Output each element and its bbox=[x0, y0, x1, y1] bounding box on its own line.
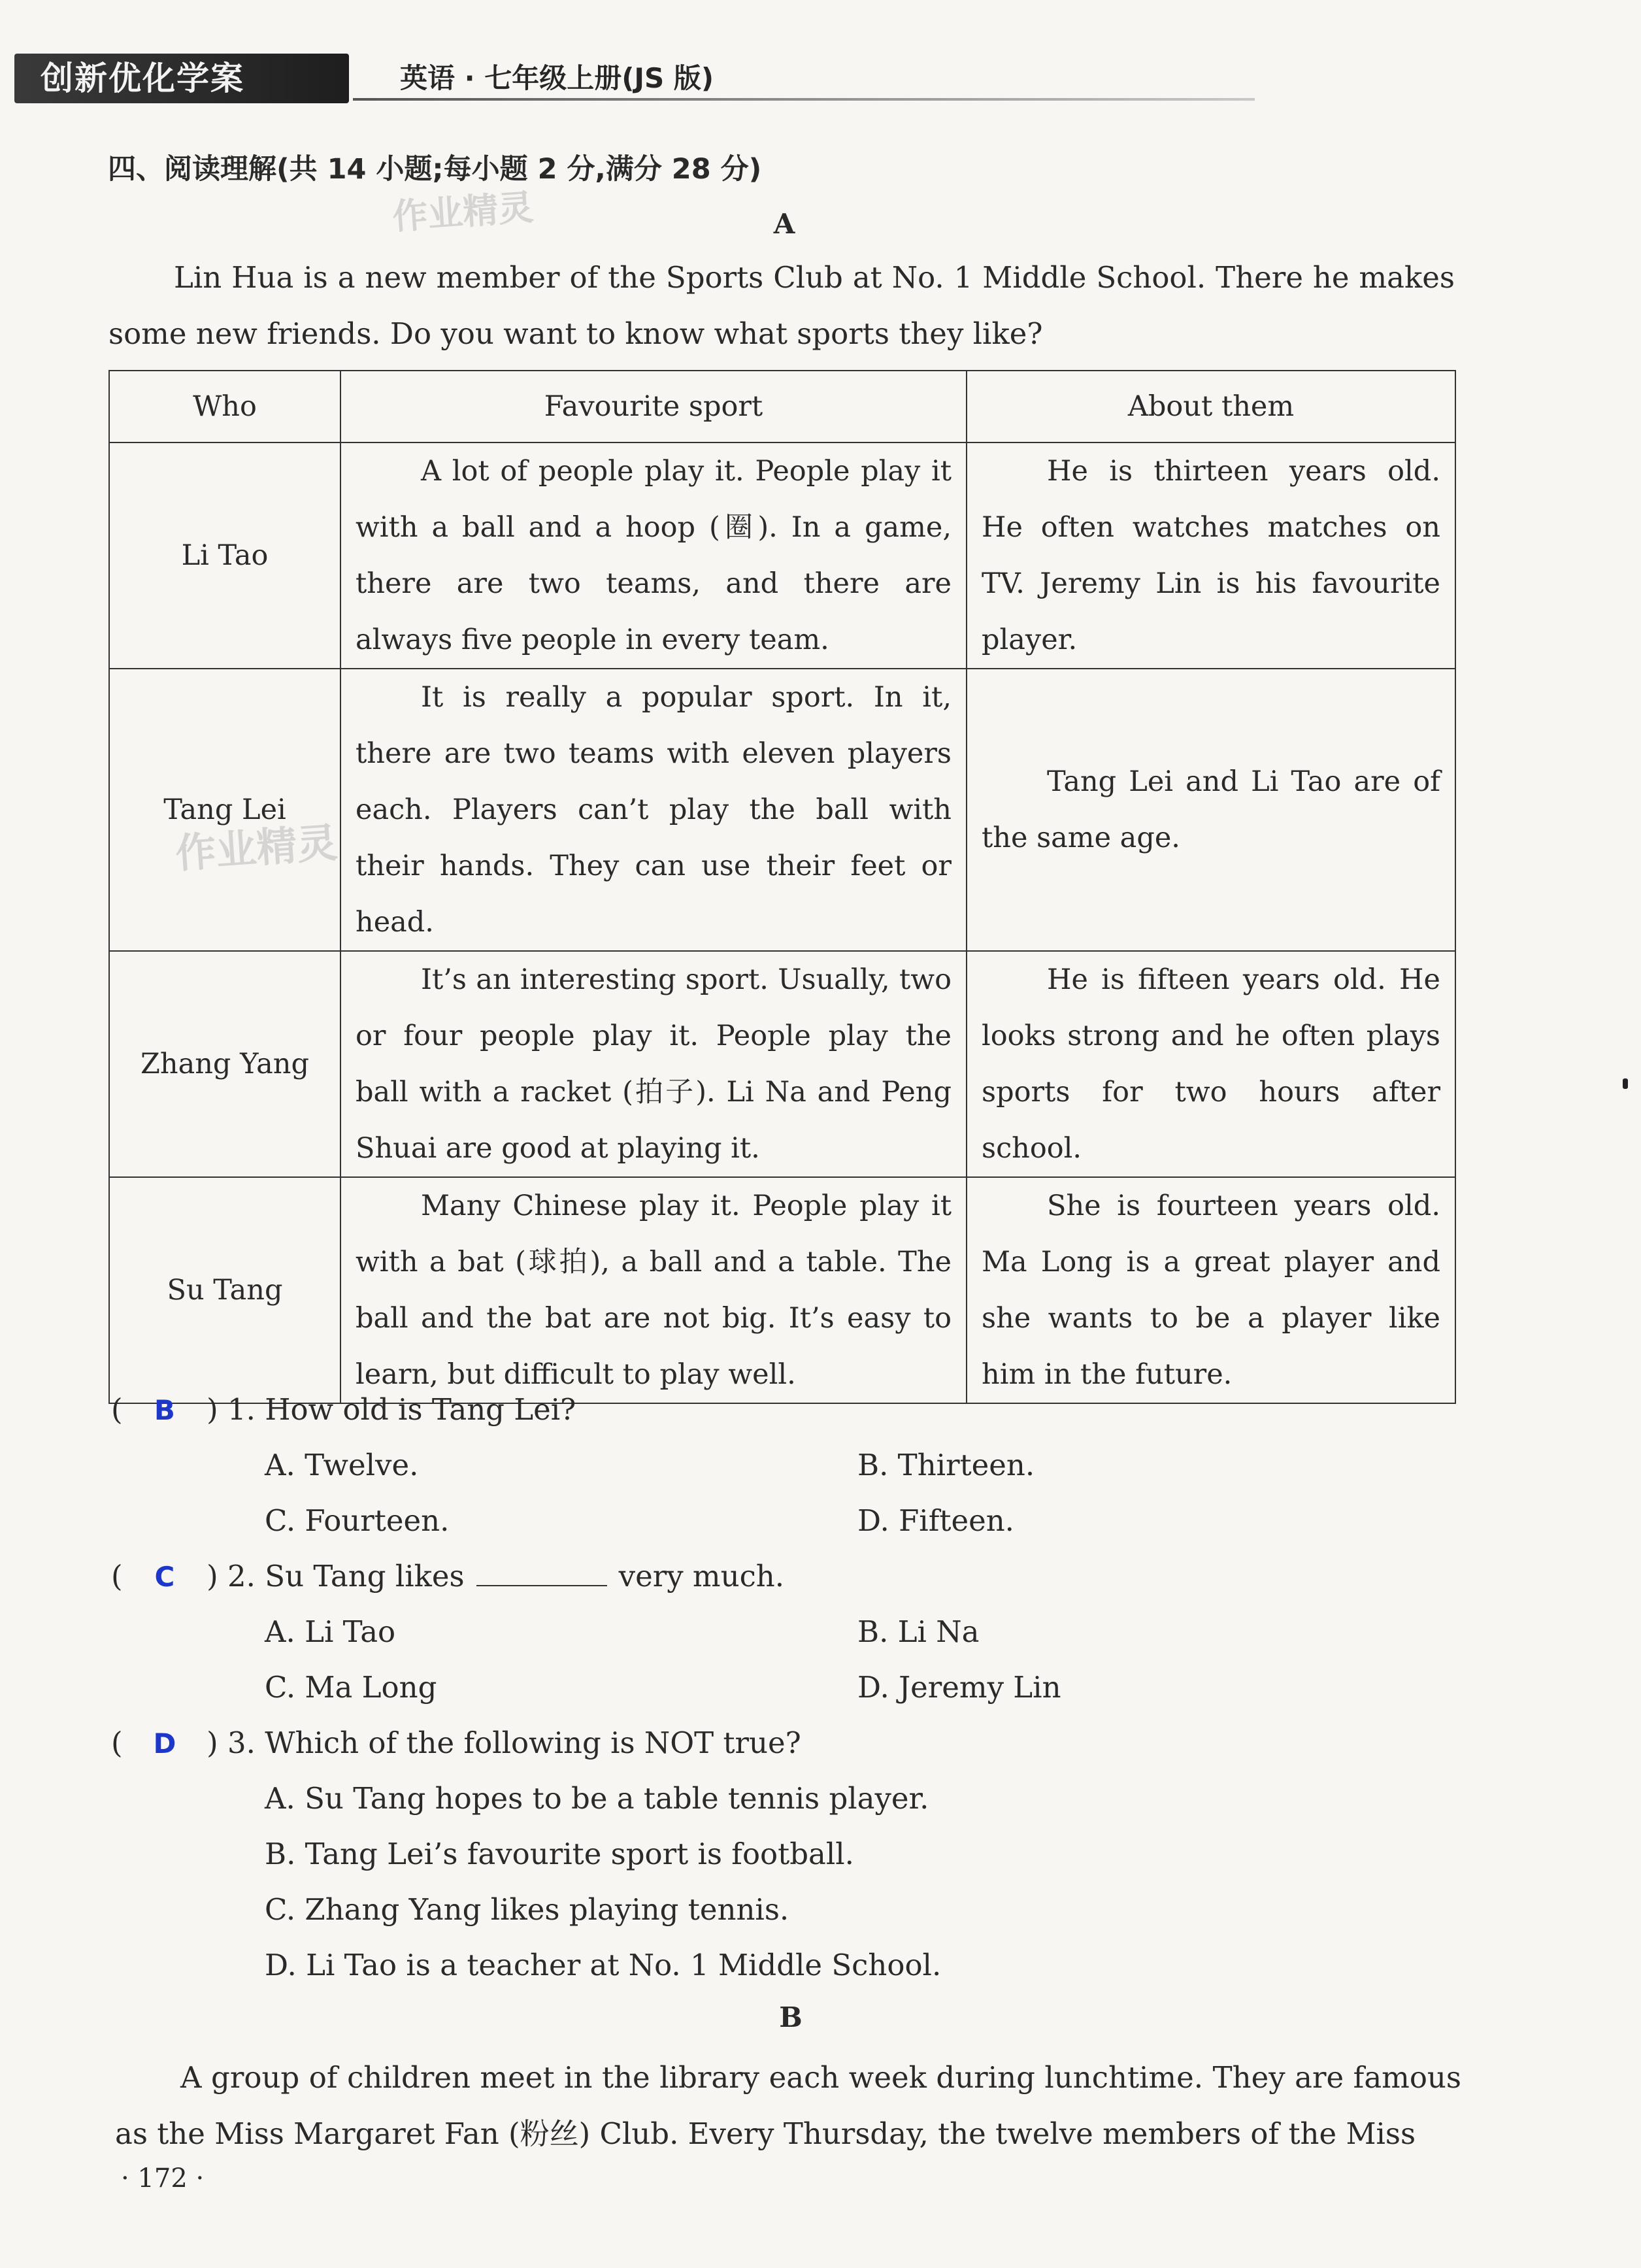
answer-3: D bbox=[153, 1727, 176, 1759]
row-name: Zhang Yang bbox=[109, 951, 340, 1177]
passage-a-label: A bbox=[773, 208, 795, 240]
page-number: · 172 · bbox=[121, 2163, 205, 2193]
passage-a-intro-text: Lin Hua is a new member of the Sports Club at No. 1 Middle School. There he makes some new friends. Do you want to know what sports they like? bbox=[108, 260, 1455, 351]
watermark: 作业精灵 bbox=[174, 818, 339, 878]
row-sport: Many Chinese play it. People play it with a bat (球拍), a ball and a table. The ball and the bat are not big. It’s easy to learn, but difficult to play well. bbox=[340, 1177, 967, 1403]
option: D. Jeremy Lin bbox=[857, 1670, 1061, 1705]
section-title: 四、阅读理解(共 14 小题;每小题 2 分,满分 28 分) bbox=[108, 153, 762, 186]
question-number: 1. bbox=[227, 1392, 256, 1427]
row-about: He is fifteen years old. He looks strong and he often plays sports for two hours after school. bbox=[967, 951, 1455, 1177]
passage-b-label: B bbox=[779, 2001, 803, 2033]
answer-1: B bbox=[154, 1394, 175, 1426]
brand-banner bbox=[14, 54, 349, 103]
table-row bbox=[109, 442, 1455, 669]
option: D. Fifteen. bbox=[857, 1503, 1014, 1538]
row-about: Tang Lei and Li Tao are of the same age. bbox=[967, 669, 1455, 951]
option: B. Li Na bbox=[857, 1614, 980, 1649]
option: C. Ma Long bbox=[265, 1670, 437, 1705]
option: A. Su Tang hopes to be a table tennis player. bbox=[265, 1781, 929, 1816]
question-number: 3. bbox=[227, 1726, 256, 1760]
header-divider bbox=[353, 98, 1255, 101]
option: C. Zhang Yang likes playing tennis. bbox=[265, 1892, 789, 1927]
row-sport: It is really a popular sport. In it, there are two teams with eleven players each. Players can’t play the ball with their hands. They can use their feet or head. bbox=[340, 669, 967, 951]
answer-blank bbox=[476, 1559, 607, 1586]
answer-2: C bbox=[154, 1561, 175, 1593]
row-name: Tang Lei bbox=[109, 669, 340, 951]
scan-mark bbox=[1623, 1078, 1628, 1089]
question-stem: very much. bbox=[618, 1559, 785, 1593]
header-who: Who bbox=[109, 371, 340, 442]
passage-b-text bbox=[115, 2050, 1461, 2162]
table-row bbox=[109, 669, 1455, 951]
question-stem: How old is Tang Lei? bbox=[265, 1392, 576, 1427]
table-header-row bbox=[109, 371, 1455, 442]
question-2: ( C ) 2. Su Tang likes very much. bbox=[111, 1559, 785, 1593]
row-name: Li Tao bbox=[109, 442, 340, 669]
question-number: 2. bbox=[227, 1559, 256, 1593]
passage-a-intro bbox=[108, 250, 1455, 362]
watermark: 作业精灵 bbox=[391, 186, 535, 238]
row-sport: It’s an interesting sport. Usually, two or four people play it. People play the ball with a racket (拍子). Li Na and Peng Shuai are good at playing it. bbox=[340, 951, 967, 1177]
header-about-them: About them bbox=[967, 371, 1455, 442]
row-about: She is fourteen years old. Ma Long is a great player and she wants to be a player like him in the future. bbox=[967, 1177, 1455, 1403]
option: A. Twelve. bbox=[265, 1448, 419, 1482]
book-title: 英语 · 七年级上册(JS 版) bbox=[400, 62, 714, 94]
sports-table bbox=[108, 370, 1456, 1404]
option: D. Li Tao is a teacher at No. 1 Middle School. bbox=[265, 1948, 942, 1982]
table-row bbox=[109, 1177, 1455, 1403]
question-1: ( B ) 1. How old is Tang Lei? bbox=[111, 1392, 576, 1427]
brand-name: 创新优化学案 bbox=[41, 59, 244, 97]
row-about: He is thirteen years old. He often watches matches on TV. Jeremy Lin is his favourite player. bbox=[967, 442, 1455, 669]
option: A. Li Tao bbox=[265, 1614, 396, 1649]
option: B. Thirteen. bbox=[857, 1448, 1035, 1482]
option: C. Fourteen. bbox=[265, 1503, 450, 1538]
option: B. Tang Lei’s favourite sport is football. bbox=[265, 1837, 854, 1871]
question-3: ( D ) 3. Which of the following is NOT true? bbox=[111, 1726, 801, 1760]
header-favourite-sport: Favourite sport bbox=[340, 371, 967, 442]
passage-b-paragraph: A group of children meet in the library each week during lunchtime. They are famous as the Miss Margaret Fan (粉丝) Club. Every Thursday, the twelve members of the Miss bbox=[115, 2060, 1461, 2151]
question-stem: Su Tang likes bbox=[265, 1559, 465, 1593]
row-name: Su Tang bbox=[109, 1177, 340, 1403]
table-row bbox=[109, 951, 1455, 1177]
row-sport: A lot of people play it. People play it with a ball and a hoop (圈). In a game, there are two teams, and there are always five people in every team. bbox=[340, 442, 967, 669]
question-stem: Which of the following is NOT true? bbox=[265, 1726, 801, 1760]
